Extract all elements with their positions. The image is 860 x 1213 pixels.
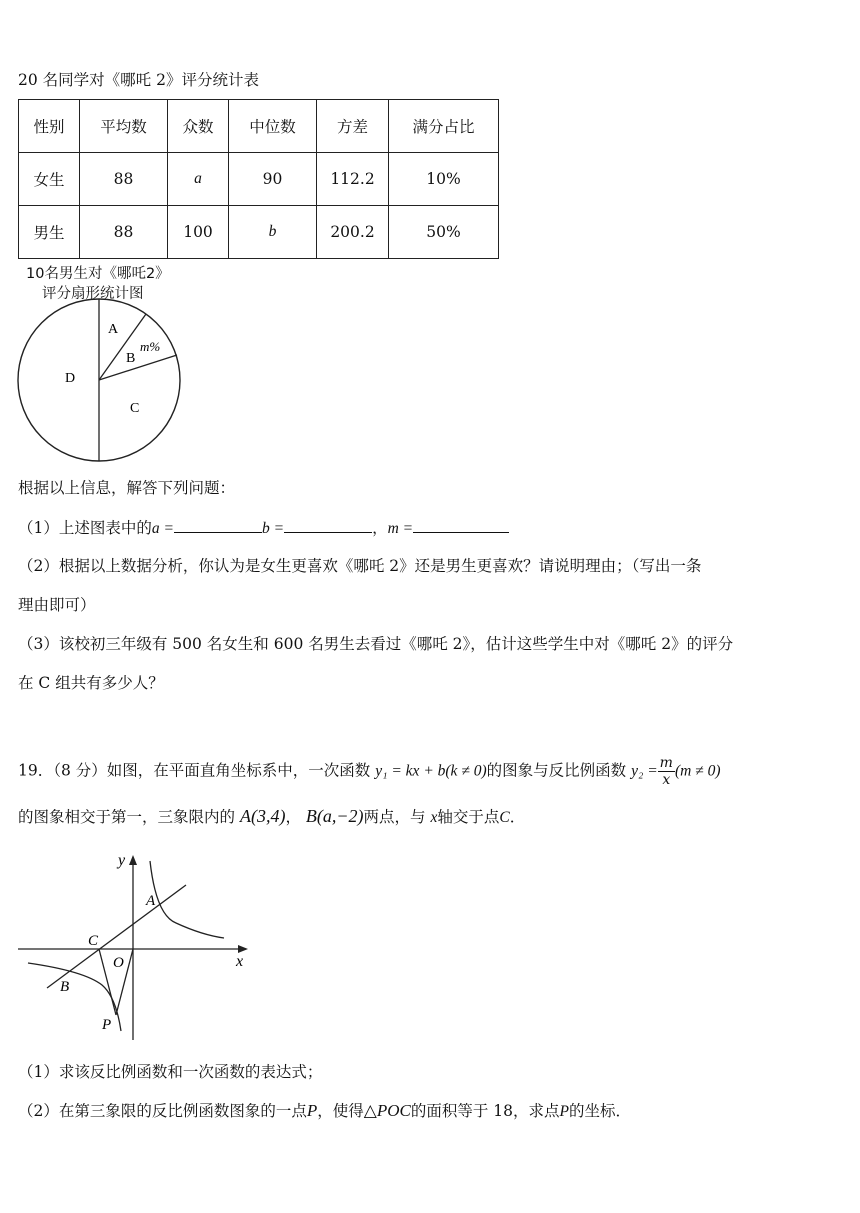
pie-divider-bc: [99, 355, 177, 380]
score-statistics-table: [18, 99, 499, 259]
q19-line2: [18, 806, 525, 828]
q18-comma: ，: [372, 519, 388, 537]
cell-gender: 女生: [19, 153, 80, 206]
linear-function-line: [47, 885, 186, 988]
q19-point-c: C: [499, 809, 510, 826]
header-variance: 方差: [317, 100, 389, 153]
q18-part2-line2: 理由即可）: [18, 596, 96, 614]
q19-sep: ，: [285, 808, 301, 826]
q18-part1: [18, 515, 509, 539]
table-title: 20 名同学对《哪吒 2》评分统计表: [18, 71, 259, 89]
q18-part2-line1: （2）根据以上数据分析，你认为是女生更喜欢《哪吒 2》还是男生更喜欢？请说明理由；（写出一条: [18, 557, 702, 575]
header-mean: 平均数: [80, 100, 168, 153]
pie-label-d: D: [65, 371, 76, 386]
fraction-numerator: m: [659, 755, 673, 771]
q19-number: 19．（8 分）如图，在平面直角坐标系中，一次函数: [18, 761, 371, 780]
q18-intro: 根据以上信息，解答下列问题：: [18, 479, 236, 497]
pie-label-c: C: [130, 401, 140, 416]
q19-line2-c: 轴交于点: [437, 808, 500, 826]
pie-label-b: B: [126, 351, 136, 366]
label-point-b: B: [60, 979, 70, 995]
pie-divider-ab: [99, 314, 146, 380]
cell-mode: a: [168, 153, 229, 206]
q19-line1: [18, 755, 720, 788]
q19-line2-b: 两点，与: [363, 808, 426, 826]
answer-blank-a[interactable]: [174, 515, 262, 533]
cell-mean: 88: [80, 153, 168, 206]
q19-point-p2: P: [559, 1103, 569, 1120]
cell-median: b: [229, 206, 317, 259]
q18-var-m: m =: [387, 520, 414, 537]
q18-var-a: a =: [151, 520, 174, 537]
cell-full-score-ratio: 10%: [389, 153, 499, 206]
cell-median: 90: [229, 153, 317, 206]
hyperbola-branch-q1: [150, 861, 224, 938]
cell-variance: 112.2: [317, 153, 389, 206]
label-point-p: P: [102, 1017, 112, 1033]
header-median: 中位数: [229, 100, 317, 153]
label-origin: O: [113, 955, 124, 971]
cell-variance: 200.2: [317, 206, 389, 259]
header-full-score-ratio: 满分占比: [389, 100, 499, 153]
q19-sub2-c: 的面积等于 18，求点: [410, 1102, 560, 1120]
label-x: x: [236, 953, 244, 970]
pie-title-line2: 评分扇形统计图: [42, 286, 144, 302]
answer-blank-m[interactable]: [413, 515, 509, 533]
q18-part3-line2: 在 C 组共有多少人？: [18, 674, 164, 692]
table-row: [19, 153, 499, 206]
cell-gender: 男生: [19, 206, 80, 259]
table-header-row: [19, 100, 499, 153]
fraction-denominator: x: [662, 772, 671, 788]
q19-condition: (m ≠ 0): [674, 762, 721, 780]
q19-sub2-b: ，使得: [317, 1102, 364, 1120]
q19-x-var: x: [430, 809, 438, 826]
q18-var-b: b =: [261, 520, 285, 537]
coordinate-graph: [14, 845, 254, 1045]
answer-blank-b[interactable]: [284, 515, 372, 533]
q19-sub2-d: 的坐标．: [568, 1102, 631, 1120]
header-mode: 众数: [168, 100, 229, 153]
q19-line2-a: 的图象相交于第一，三象限内的: [18, 808, 236, 826]
q19-triangle: △POC: [363, 1101, 411, 1120]
pie-chart: [12, 296, 192, 468]
q19-sub1: （1）求该反比例函数和一次函数的表达式；: [18, 1063, 323, 1081]
q19-mid-text: 的图象与反比例函数: [486, 761, 627, 780]
q19-sub2-a: （2）在第三象限的反比例函数图象的一点: [18, 1102, 307, 1120]
q19-point-p: P: [306, 1101, 318, 1120]
pie-label-m: m%: [140, 339, 161, 354]
q19-line2-end: ．: [509, 808, 526, 826]
pie-label-a: A: [108, 322, 119, 337]
header-gender: 性别: [19, 100, 80, 153]
q19-point-a: A(3,4): [239, 806, 286, 826]
y-axis-arrow-icon: [129, 855, 137, 865]
q18-part3-line1: （3）该校初三年级有 500 名女生和 600 名男生去看过《哪吒 2》，估计这些学生中对《哪吒 2》的评分: [18, 635, 734, 653]
q19-y2: y₂ =: [631, 762, 658, 780]
x-axis-arrow-icon: [238, 945, 248, 953]
cell-mean: 88: [80, 206, 168, 259]
q18-part1-prefix: （1）上述图表中的: [18, 519, 152, 537]
q19-sub2: [18, 1101, 631, 1122]
label-point-c: C: [88, 933, 99, 949]
pie-title-line1: 10名男生对《哪吒2》: [26, 266, 170, 282]
q19-fraction: [658, 755, 675, 788]
cell-full-score-ratio: 50%: [389, 206, 499, 259]
q19-point-b: B(a,−2): [305, 806, 364, 826]
label-y: y: [118, 852, 126, 869]
label-point-a: A: [146, 893, 156, 909]
cell-mode: 100: [168, 206, 229, 259]
q19-linear-equation: y₁ = kx + b(k ≠ 0): [375, 762, 487, 780]
table-row: [19, 206, 499, 259]
